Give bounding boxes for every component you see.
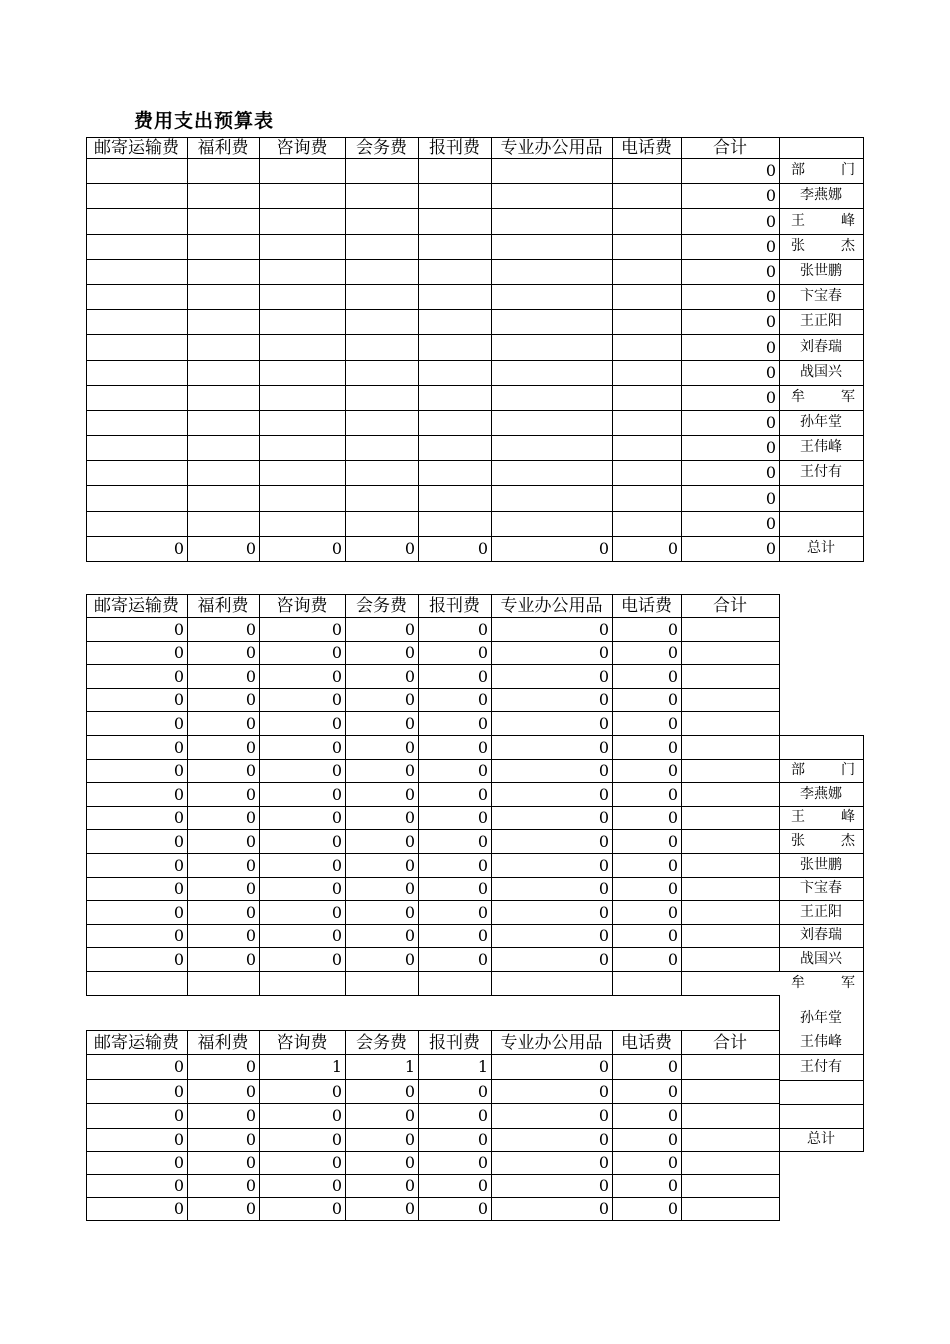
t2-cell-newspaper: 0	[477, 737, 488, 757]
t2-cell-consulting: 0	[331, 784, 342, 804]
t3-cell-office-supplies: 0	[598, 1081, 609, 1101]
t1-row-total: 0	[765, 211, 776, 231]
t2-cell-consulting: 0	[331, 831, 342, 851]
t2-dept-header: 部 门	[791, 762, 855, 778]
t2-cell-welfare: 0	[245, 784, 256, 804]
t2-person: 孙年堂	[800, 1009, 842, 1026]
t2-cell-meeting: 0	[404, 761, 415, 780]
t3-cell-office-supplies: 0	[598, 1153, 609, 1172]
t3-cell-mail-shipping: 0	[173, 1106, 184, 1125]
t3-cell-mail-shipping: 0	[173, 1153, 184, 1172]
t2-cell-mail-shipping: 0	[173, 784, 184, 804]
t2-cell-consulting: 0	[331, 902, 342, 922]
t2-cell-consulting: 0	[331, 926, 342, 945]
t2-cell-welfare: 0	[245, 902, 256, 922]
t2-cell-meeting: 0	[404, 643, 415, 662]
t3-cell-telephone: 0	[667, 1057, 678, 1076]
t2-cell-meeting: 0	[404, 666, 415, 686]
t2-cell-office-supplies: 0	[598, 879, 609, 898]
t2-cell-mail-shipping: 0	[173, 761, 184, 780]
t2-cell-telephone: 0	[667, 784, 678, 804]
t3-cell-consulting: 1	[331, 1057, 342, 1076]
t2-cell-telephone: 0	[667, 831, 678, 851]
t2-cell-office-supplies: 0	[598, 666, 609, 686]
t3-cell-telephone: 0	[667, 1081, 678, 1101]
t2-cell-office-supplies: 0	[598, 926, 609, 945]
t2-cell-welfare: 0	[245, 949, 256, 969]
t2-person: 王伟峰	[800, 1033, 842, 1050]
t2-cell-consulting: 0	[331, 808, 342, 827]
t3-cell-consulting: 0	[331, 1081, 342, 1101]
t2-header-newspaper: 报刊费	[429, 596, 480, 616]
t2-person: 卞宝春	[800, 880, 842, 896]
t1-row-total: 0	[765, 312, 776, 331]
t3-cell-consulting: 0	[331, 1130, 342, 1149]
t3-cell-meeting: 0	[404, 1130, 415, 1149]
t3-header-consulting: 咨询费	[276, 1032, 328, 1053]
t2-cell-office-supplies: 0	[598, 761, 609, 780]
t2-cell-office-supplies: 0	[598, 902, 609, 922]
t3-header-office-supplies: 专业办公用品	[500, 1032, 603, 1053]
t1-row-total: 0	[765, 388, 776, 407]
t3-cell-newspaper: 0	[477, 1199, 488, 1218]
t1-header-mail-shipping: 邮寄运输费	[94, 138, 179, 158]
t2-cell-mail-shipping: 0	[173, 666, 184, 686]
t2-cell-newspaper: 0	[477, 808, 488, 827]
t2-cell-office-supplies: 0	[598, 619, 609, 639]
t1-row-total: 0	[765, 186, 776, 205]
t2-cell-telephone: 0	[667, 713, 678, 733]
t1-sum-telephone: 0	[667, 539, 678, 558]
t1-person: 战国兴	[800, 364, 842, 380]
t3-cell-newspaper: 0	[477, 1153, 488, 1172]
t2-person: 刘春瑞	[800, 927, 842, 943]
t2-cell-meeting: 0	[404, 713, 415, 733]
t2-cell-mail-shipping: 0	[173, 879, 184, 898]
t3-cell-welfare: 0	[245, 1199, 256, 1218]
t3-cell-welfare: 0	[245, 1081, 256, 1101]
t2-person: 王正阳	[800, 903, 842, 920]
t2-person: 战国兴	[800, 950, 842, 967]
t2-cell-newspaper: 0	[477, 831, 488, 851]
t3-cell-welfare: 0	[245, 1130, 256, 1149]
t2-cell-mail-shipping: 0	[173, 808, 184, 827]
t1-header-welfare: 福利费	[197, 138, 249, 158]
t2-cell-consulting: 0	[331, 879, 342, 898]
t2-header-welfare: 福利费	[197, 596, 249, 616]
t2-cell-meeting: 0	[404, 737, 415, 757]
t2-cell-mail-shipping: 0	[173, 690, 184, 709]
page-title: 费用支出预算表	[134, 110, 275, 132]
t2-cell-welfare: 0	[245, 761, 256, 780]
t3-header-telephone: 电话费	[621, 1032, 672, 1053]
t2-header-mail-shipping: 邮寄运输费	[94, 596, 179, 616]
t3-cell-consulting: 0	[331, 1199, 342, 1218]
t2-cell-meeting: 0	[404, 619, 415, 639]
t1-row-total: 0	[765, 488, 776, 508]
t3-cell-office-supplies: 0	[598, 1199, 609, 1218]
t3-header-meeting: 会务费	[356, 1032, 407, 1053]
t2-cell-telephone: 0	[667, 926, 678, 945]
t2-cell-mail-shipping: 0	[173, 926, 184, 945]
t1-sum-welfare: 0	[245, 539, 256, 558]
t2-cell-mail-shipping: 0	[173, 902, 184, 922]
t1-row-total: 0	[765, 262, 776, 281]
t2-header-telephone: 电话费	[621, 596, 672, 616]
t1-sum-mail-shipping: 0	[173, 539, 184, 558]
t1-header-consulting: 咨询费	[276, 138, 328, 158]
t1-row-total: 0	[765, 237, 776, 256]
t2-cell-welfare: 0	[245, 855, 256, 875]
t2-cell-meeting: 0	[404, 879, 415, 898]
t1-person: 王 峰	[791, 212, 855, 229]
t2-cell-mail-shipping: 0	[173, 737, 184, 757]
t2-cell-welfare: 0	[245, 713, 256, 733]
t3-cell-meeting: 0	[404, 1199, 415, 1218]
t3-cell-consulting: 0	[331, 1176, 342, 1195]
t2-cell-office-supplies: 0	[598, 713, 609, 733]
t2-cell-telephone: 0	[667, 666, 678, 686]
t3-cell-mail-shipping: 0	[173, 1130, 184, 1149]
t1-row-total: 0	[765, 161, 776, 180]
t2-cell-newspaper: 0	[477, 619, 488, 639]
t3-cell-telephone: 0	[667, 1106, 678, 1125]
t2-cell-consulting: 0	[331, 666, 342, 686]
t1-person: 李燕娜	[800, 187, 842, 203]
t1-row-total: 0	[765, 463, 776, 482]
t2-cell-welfare: 0	[245, 666, 256, 686]
t1-header-telephone: 电话费	[621, 138, 672, 158]
t2-cell-telephone: 0	[667, 643, 678, 662]
t2-cell-meeting: 0	[404, 808, 415, 827]
t2-cell-welfare: 0	[245, 808, 256, 827]
t1-sum-newspaper: 0	[477, 539, 488, 558]
t2-cell-welfare: 0	[245, 619, 256, 639]
t1-header-meeting: 会务费	[356, 138, 407, 158]
t1-sum-total: 0	[765, 539, 776, 558]
t1-sum-office-supplies: 0	[598, 539, 609, 558]
t3-cell-newspaper: 0	[477, 1176, 488, 1195]
t1-person: 刘春瑞	[800, 338, 842, 355]
t2-cell-mail-shipping: 0	[173, 619, 184, 639]
t2-cell-meeting: 0	[404, 784, 415, 804]
t2-cell-meeting: 0	[404, 949, 415, 969]
t3-cell-welfare: 0	[245, 1153, 256, 1172]
t3-cell-office-supplies: 0	[598, 1130, 609, 1149]
t2-cell-welfare: 0	[245, 831, 256, 851]
t2-cell-meeting: 0	[404, 855, 415, 875]
t3-cell-mail-shipping: 0	[173, 1199, 184, 1218]
t3-cell-meeting: 0	[404, 1106, 415, 1125]
t2-cell-consulting: 0	[331, 690, 342, 709]
t3-cell-welfare: 0	[245, 1057, 256, 1076]
t2-cell-mail-shipping: 0	[173, 949, 184, 969]
t1-person: 张世鹏	[800, 263, 842, 279]
t1-row-total: 0	[765, 337, 776, 357]
t2-cell-newspaper: 0	[477, 926, 488, 945]
t1-person: 牟 军	[791, 389, 855, 405]
t2-cell-newspaper: 0	[477, 902, 488, 922]
t2-person: 张 杰	[791, 832, 855, 849]
t1-row-total: 0	[765, 363, 776, 382]
t2-cell-welfare: 0	[245, 690, 256, 709]
t1-header-office-supplies: 专业办公用品	[500, 138, 603, 158]
t2-total-label: 总计	[807, 1131, 835, 1147]
t2-cell-newspaper: 0	[477, 666, 488, 686]
t1-row-total: 0	[765, 413, 776, 432]
t2-cell-office-supplies: 0	[598, 831, 609, 851]
t2-cell-welfare: 0	[245, 879, 256, 898]
t3-cell-meeting: 0	[404, 1081, 415, 1101]
t2-cell-consulting: 0	[331, 761, 342, 780]
t2-cell-newspaper: 0	[477, 949, 488, 969]
t2-cell-welfare: 0	[245, 926, 256, 945]
t2-cell-consulting: 0	[331, 949, 342, 969]
t2-cell-consulting: 0	[331, 713, 342, 733]
t3-cell-consulting: 0	[331, 1106, 342, 1125]
t1-sum-meeting: 0	[404, 539, 415, 558]
t2-cell-mail-shipping: 0	[173, 855, 184, 875]
t2-cell-office-supplies: 0	[598, 737, 609, 757]
t2-person: 牟 军	[791, 975, 855, 991]
t3-cell-meeting: 0	[404, 1176, 415, 1195]
t3-cell-meeting: 0	[404, 1153, 415, 1172]
t2-header-consulting: 咨询费	[276, 596, 328, 616]
t2-cell-newspaper: 0	[477, 761, 488, 780]
t3-header-welfare: 福利费	[197, 1032, 249, 1053]
t2-cell-telephone: 0	[667, 879, 678, 898]
t2-cell-office-supplies: 0	[598, 784, 609, 804]
t3-cell-office-supplies: 0	[598, 1106, 609, 1125]
t3-cell-meeting: 1	[404, 1057, 415, 1076]
t2-cell-newspaper: 0	[477, 855, 488, 875]
t2-cell-meeting: 0	[404, 926, 415, 945]
t2-cell-telephone: 0	[667, 737, 678, 757]
t3-cell-telephone: 0	[667, 1153, 678, 1172]
t2-header-total: 合计	[713, 596, 747, 616]
t3-cell-mail-shipping: 0	[173, 1176, 184, 1195]
t2-cell-telephone: 0	[667, 761, 678, 780]
t2-cell-telephone: 0	[667, 690, 678, 709]
t1-header-newspaper: 报刊费	[429, 138, 480, 158]
t2-cell-telephone: 0	[667, 855, 678, 875]
t1-header-total: 合计	[713, 138, 747, 158]
t3-cell-newspaper: 0	[477, 1106, 488, 1125]
t2-cell-consulting: 0	[331, 619, 342, 639]
t2-person: 李燕娜	[800, 785, 842, 802]
t3-cell-welfare: 0	[245, 1176, 256, 1195]
t3-cell-newspaper: 1	[477, 1057, 488, 1076]
t2-person: 张世鹏	[800, 856, 842, 873]
t2-cell-newspaper: 0	[477, 879, 488, 898]
t2-cell-office-supplies: 0	[598, 855, 609, 875]
t1-total-label: 总计	[807, 540, 835, 556]
t2-cell-consulting: 0	[331, 855, 342, 875]
t2-cell-office-supplies: 0	[598, 643, 609, 662]
t3-header-total: 合计	[713, 1032, 747, 1053]
t1-dept-header: 部 门	[791, 162, 855, 178]
t1-person: 卞宝春	[800, 288, 842, 304]
t2-cell-welfare: 0	[245, 737, 256, 757]
t1-row-total: 0	[765, 287, 776, 306]
t3-cell-mail-shipping: 0	[173, 1081, 184, 1101]
t3-header-newspaper: 报刊费	[429, 1032, 480, 1053]
t3-header-mail-shipping: 邮寄运输费	[94, 1032, 179, 1053]
t3-cell-newspaper: 0	[477, 1130, 488, 1149]
t1-row-total: 0	[765, 514, 776, 533]
t3-cell-mail-shipping: 0	[173, 1057, 184, 1076]
t3-cell-telephone: 0	[667, 1199, 678, 1218]
t2-cell-mail-shipping: 0	[173, 713, 184, 733]
t2-cell-meeting: 0	[404, 902, 415, 922]
t2-cell-mail-shipping: 0	[173, 643, 184, 662]
t2-cell-office-supplies: 0	[598, 808, 609, 827]
t1-person: 王正阳	[800, 313, 842, 329]
t2-cell-telephone: 0	[667, 808, 678, 827]
t3-cell-welfare: 0	[245, 1106, 256, 1125]
t2-cell-newspaper: 0	[477, 713, 488, 733]
t2-cell-meeting: 0	[404, 831, 415, 851]
t2-cell-newspaper: 0	[477, 690, 488, 709]
t1-person: 孙年堂	[800, 414, 842, 430]
t1-sum-consulting: 0	[331, 539, 342, 558]
t3-cell-consulting: 0	[331, 1153, 342, 1172]
t2-cell-office-supplies: 0	[598, 690, 609, 709]
t2-cell-meeting: 0	[404, 690, 415, 709]
t2-cell-welfare: 0	[245, 643, 256, 662]
t2-cell-telephone: 0	[667, 902, 678, 922]
t3-cell-office-supplies: 0	[598, 1176, 609, 1195]
t2-cell-office-supplies: 0	[598, 949, 609, 969]
t3-cell-newspaper: 0	[477, 1081, 488, 1101]
t1-person: 王伟峰	[800, 439, 842, 455]
t2-header-office-supplies: 专业办公用品	[500, 596, 603, 616]
t2-cell-telephone: 0	[667, 949, 678, 969]
t2-header-meeting: 会务费	[356, 596, 407, 616]
t2-cell-mail-shipping: 0	[173, 831, 184, 851]
t2-cell-newspaper: 0	[477, 784, 488, 804]
t2-cell-consulting: 0	[331, 643, 342, 662]
t1-person: 王付有	[800, 464, 842, 480]
t3-cell-telephone: 0	[667, 1130, 678, 1149]
t2-cell-newspaper: 0	[477, 643, 488, 662]
t3-cell-telephone: 0	[667, 1176, 678, 1195]
t2-person: 王 峰	[791, 809, 855, 825]
t2-person: 王付有	[800, 1058, 842, 1075]
t2-cell-consulting: 0	[331, 737, 342, 757]
t1-row-total: 0	[765, 438, 776, 457]
t1-person: 张 杰	[791, 238, 855, 254]
t2-cell-telephone: 0	[667, 619, 678, 639]
t3-cell-office-supplies: 0	[598, 1057, 609, 1076]
